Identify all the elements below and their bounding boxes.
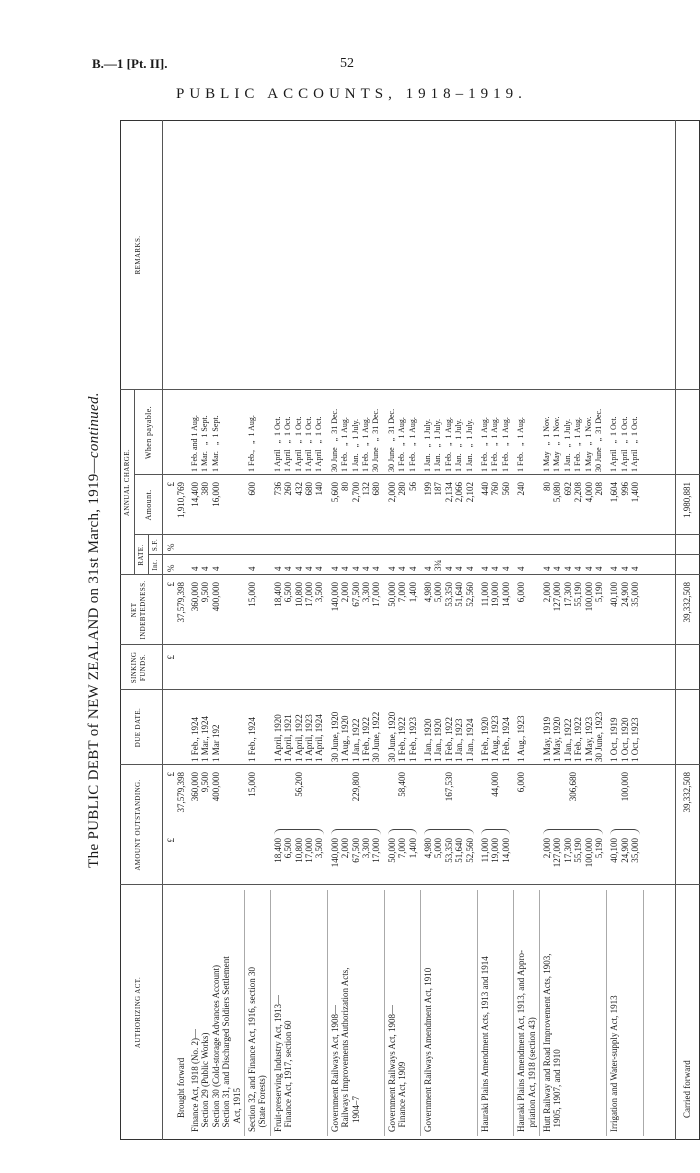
authorizing-act: Government Railways Act, 1908— Railways Improvements Authorization Acts, 1904–7 [329,967,361,1132]
col-header-sf: S.F. [151,538,159,552]
page-number: 52 [340,56,354,71]
col-header-annual: ANNUAL CHARGE. [123,448,131,517]
net-indebtedness: 6,000 [516,582,527,603]
brought-forward-outstanding: 37,579,398 [176,772,186,813]
bracket-brace [424,829,474,835]
net-indebtedness: 360,000 9,500 400,000 [190,582,221,612]
group-rule [606,890,607,1136]
outstanding-parts: 4,980 5,000 53,350 51,640 52,560 [423,838,475,863]
when-payable: 1 Feb., „ 1 Aug. [247,415,256,472]
col-divider [134,534,700,535]
group-rule [270,890,271,1136]
interest-rate: 4 [247,566,257,571]
footer-rule [675,120,676,1140]
annual-amount: 240 [516,482,527,496]
when-payable: 1 April „ 1 Oct. 1 April „ 1 Oct. 1 April „ 1 Oct. [609,416,640,472]
net-indebtedness: 4,980 5,000 53,350 51,640 52,560 [423,582,475,607]
rotated-debt-table [86,120,700,1140]
col-header-due: DUE DATE. [134,707,142,748]
when-payable: 1 Feb. and 1 Aug. 1 Mar. „ 1 Sept. 1 Mar. „ 1 Sept. [190,415,220,472]
authorizing-act: Section 32, and Finance Act, 1916, section 30 (State Forests) [247,967,268,1132]
outstanding-parts: 18,400 6,500 10,800 17,000 3,500 [272,838,325,863]
group-rule [643,890,644,1136]
annual-amount: 440 760 560 [480,482,511,496]
table-title-italic: continued. [86,392,102,459]
table-title-main: The PUBLIC DEBT of NEW ZEALAND on 31st March, 1919— [86,458,102,868]
group-rule [539,890,540,1136]
annual-amount: 600 [247,482,257,496]
net-indebtedness: 18,400 6,500 10,800 17,000 3,500 [272,582,325,607]
bracket-brace [274,829,324,835]
authorizing-act: Government Railways Amendment Act, 1910 [423,967,433,1132]
col-header-int: Int. [151,559,159,571]
brought-forward-net: 37,579,398 [176,582,186,623]
document-reference: B.—1 [Pt. II]. [92,56,168,71]
due-date: 1 Feb., 1924 1 Mar., 1924 1 Mar 192 [190,716,221,762]
when-payable: 1 April „ 1 Oct. 1 April „ 1 Oct. 1 April „ 1 Oct. 1 April „ 1 Oct. 1 April „ 1 Oct. [272,416,324,472]
col-header-sinking: SINKING FUNDS. [130,651,147,684]
when-payable: 1 Feb. „ 1 Aug. 1 Feb. „ 1 Aug. 1 Feb. „ 1 Aug. [480,417,510,472]
due-date: 1 May, 1919 1 May, 1920 1 Jan., 1922 1 Feb., 1922 1 May, 1923 30 June, 1923 [542,711,605,762]
due-date: 1 Aug., 1923 [516,715,527,762]
header-rule [162,120,163,1140]
authorizing-act: Government Railways Act, 1908— Finance Act, 1909 [386,1005,408,1132]
due-date: 1 Feb., 1924 [247,717,257,762]
col-divider [120,764,700,765]
annual-amount: 2,000 280 56 [386,482,418,503]
col-header-remarks: REMARKS. [134,235,142,275]
annual-amount: 1,604 996 1,400 [609,482,641,503]
bracket-brace [543,829,603,835]
interest-rate: 4 [516,566,527,571]
percent-sign: % [166,564,176,572]
authorizing-act: Finance Act, 1918 (No. 2)— Section 29 (Public Works) Section 30 (Cold-storage Advances Account) Section 31, and Discharged Soldiers Settlement Act, 1915 [190,956,242,1132]
col-divider [148,554,700,555]
interest-rate: 4 4 4 [190,566,221,571]
bracket-brace [331,829,381,835]
col-header-outstanding: AMOUNT OUTSTANDING. [134,779,142,871]
net-indebtedness: 140,000 2,000 67,500 3,300 17,000 [329,582,382,612]
authorizing-act: Fruit-preserving Industry Act, 1913— Finance Act, 1917, section 60 [272,995,294,1132]
carried-forward-label: Carried forward [682,1060,692,1118]
group-rule [477,890,478,1136]
currency-sign: £ [166,482,176,487]
col-header-payable: When payable. [144,405,153,460]
col-header-act: AUTHORIZING ACT. [134,976,142,1049]
col-header-rate: RATE. [137,544,145,566]
net-indebtedness: 40,100 24,900 35,000 [609,582,641,607]
header-rule [148,535,149,575]
bracket-brace [388,829,417,835]
outstanding-total: 56,200 [293,772,304,797]
due-date: 1 Feb., 1920 1 Aug., 1923 1 Feb., 1924 [480,715,511,762]
carried-forward-outstanding: 39,332,508 [682,772,692,813]
col-divider [120,644,700,645]
when-payable: 1 Feb. „ 1 Aug. [516,417,526,472]
interest-rate: 4 4 4 [480,566,511,571]
currency-sign: £ [166,582,176,587]
interest-rate: 4 4 4 4 4 4 [542,566,605,571]
outstanding-total: 360,000 9,500 400,000 [190,772,221,802]
brought-forward-amount: 1,910,769 [176,482,186,518]
outstanding-total: 229,800 [350,772,361,802]
col-divider [120,389,700,390]
net-indebtedness: 15,000 [247,582,257,607]
group-rule [384,890,385,1136]
col-divider [120,884,700,885]
bracket-brace [481,829,510,835]
outstanding-total: 167,530 [443,772,454,802]
outstanding-total: 15,000 [247,772,257,797]
authorizing-act: Irrigation and Water-supply Act, 1913 [609,995,620,1132]
annual-amount: 5,600 80 2,700 132 680 [329,482,382,503]
col-divider [134,474,700,475]
net-indebtedness: 11,000 19,000 14,000 [480,582,511,607]
when-payable: 1 May „ 1 Nov. 1 May „ 1 Nov. 1 Jan. „ 1 July. 1 Feb. „ 1 Aug. 1 May „ 1 Nov. 30 June „ 31 Dec. [542,408,604,472]
authorizing-act: Hauraki Plains Amendment Act, 1913, and Appro- priation Act, 1918 (section 43) [516,950,537,1132]
due-date: 1 Oct., 1919 1 Oct., 1920 1 Oct., 1923 [609,717,641,762]
annual-amount: 14,400 380 16,000 [190,482,221,507]
interest-rate: 4 4 4 [609,566,641,571]
outstanding-parts: 2,000 127,000 17,300 55,190 100,000 5,190 [542,838,605,868]
due-date: 30 June, 1920 1 Aug., 1920 1 Jan., 1922 1 Feb., 1922 30 June, 1922 [329,711,382,762]
currency-sign: £ [166,838,176,843]
outstanding-parts: 140,000 2,000 67,500 3,300 17,000 [329,838,382,868]
col-divider [120,689,700,690]
annual-amount: 80 5,080 692 2,208 4,000 208 [542,482,605,503]
annual-amount: 736 260 432 680 140 [272,482,325,496]
outstanding-total: 306,680 [568,772,578,802]
group-rule [420,890,421,1136]
authorizing-act: Hutt Railway and Road Improvement Acts, 1903, 1905, 1907, and 1910 [542,953,563,1132]
currency-sign: £ [166,655,176,660]
col-divider [120,574,700,575]
due-date: 1 April, 1920 1 April, 1921 1 April, 1922 1 April, 1923 1 April, 1924 [272,714,325,762]
outstanding-total: 100,000 [619,772,630,802]
bracket-brace [610,829,639,835]
net-indebtedness: 2,000 127,000 17,300 55,190 100,000 5,190 [542,582,605,612]
outstanding-parts: 40,100 24,900 35,000 [609,838,641,863]
outstanding-total: 6,000 [516,772,527,793]
percent-sign: % [166,543,176,551]
group-rule [327,890,328,1136]
group-rule [513,890,514,1136]
running-title: PUBLIC ACCOUNTS, 1918–1919. [176,86,527,102]
outstanding-parts: 11,000 19,000 14,000 [480,838,511,863]
outstanding-total: 44,000 [490,772,501,797]
brought-forward-label: Brought forward [176,1057,186,1118]
outstanding-parts: 50,000 7,000 1,400 [386,838,418,863]
interest-rate: 4 3¾ 4 4 4 [423,559,475,571]
interest-rate: 4 4 4 4 4 [329,566,382,571]
when-payable: 30 June „ 31 Dec. 1 Feb. „ 1 Aug. 1 Jan. „ 1 July. 1 Feb. „ 1 Aug. 30 June „ 31 Dec. [329,408,381,472]
authorizing-act: Hauraki Plains Amendment Acts, 1913 and 1914 [480,956,490,1132]
outstanding-total: 58,400 [397,772,408,797]
net-indebtedness: 50,000 7,000 1,400 [386,582,418,607]
when-payable: 30 June „ 31 Dec. 1 Feb. „ 1 Aug. 1 Feb. „ 1 Aug. [386,408,417,472]
when-payable: 1 Jan. „ 1 July. 1 Jan. „ 1 July. 1 Feb. „ 1 Aug. 1 Jan. „ 1 July. 1 Jan. „ 1 July. [423,417,474,472]
interest-rate: 4 4 4 4 4 [272,566,325,571]
carried-forward-net: 39,332,508 [682,582,692,623]
due-date: 30 June, 1920 1 Feb., 1922 1 Feb., 1923 [386,711,418,762]
table-title [86,120,103,1140]
annual-amount: 199 187 2,134 2,066 2,102 [423,482,475,503]
carried-forward-amount: 1,980,881 [682,482,692,518]
col-header-amount: Amount. [144,489,153,521]
header-rule [134,390,135,575]
col-header-net: NET INDEBTEDNESS. [130,580,147,640]
due-date: 1 Jan., 1920 1 Jan., 1920 1 Feb., 1922 1 Jan., 1923 1 Jan., 1924 [423,717,475,762]
interest-rate: 4 4 4 [386,566,418,571]
group-rule [244,890,245,1136]
currency-sign: £ [166,772,176,777]
